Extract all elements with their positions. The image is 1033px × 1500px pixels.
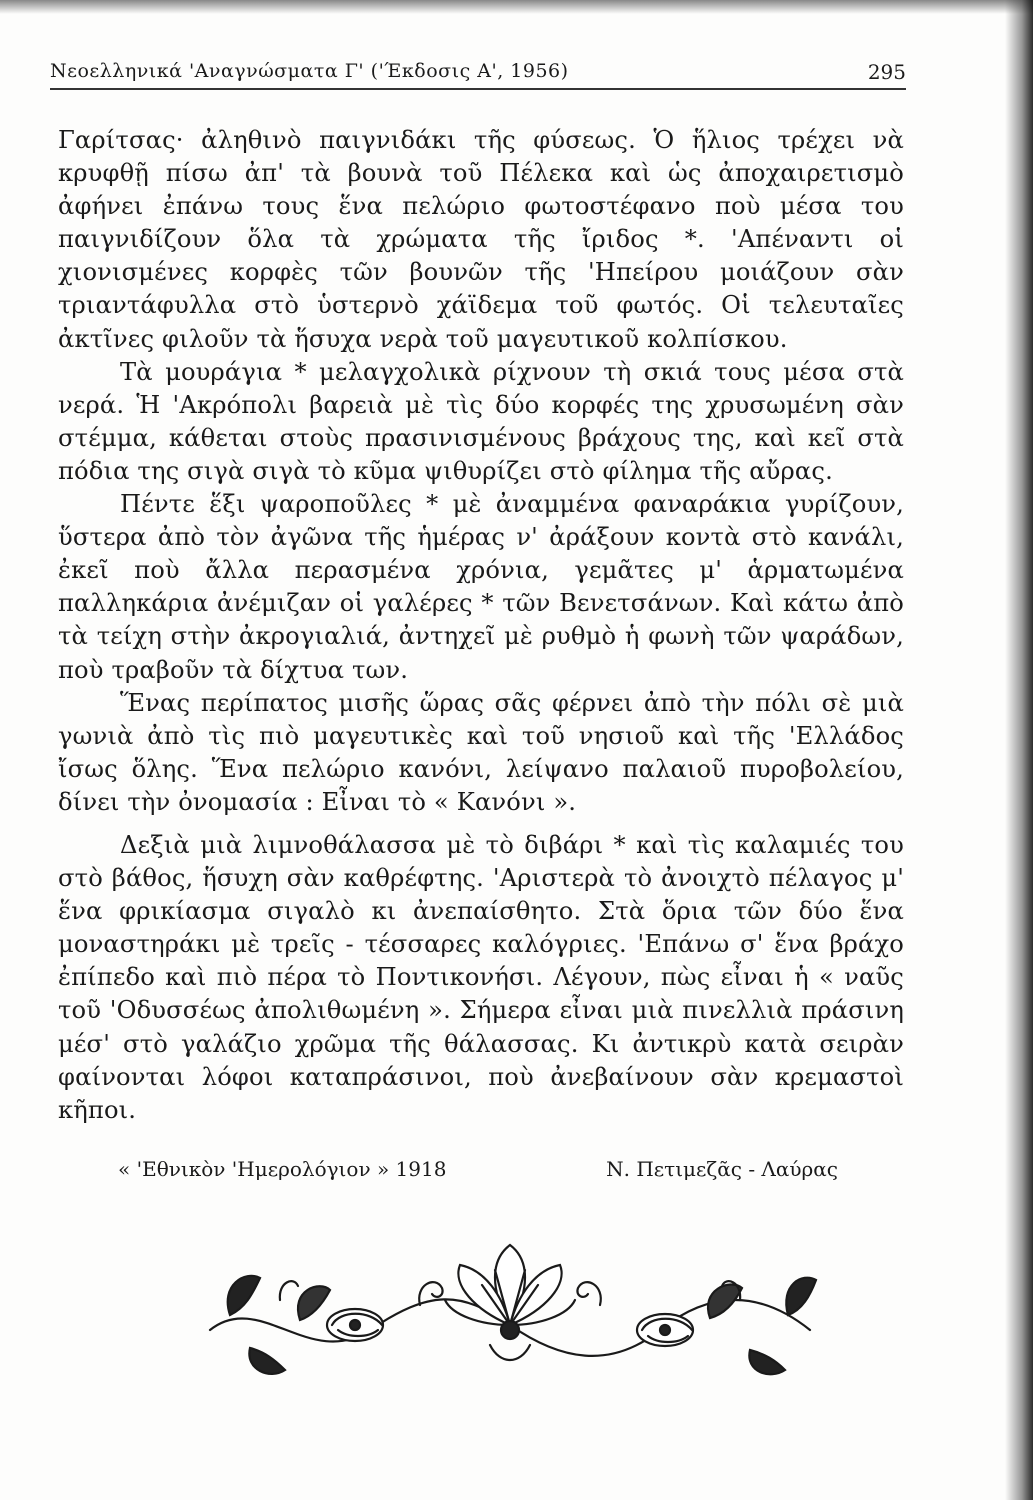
source-citation: « 'Εθνικὸν 'Ημερολόγιον » 1918 (118, 1157, 447, 1181)
body-text (58, 124, 904, 1127)
paragraph: Δεξιὰ μιὰ λιμνοθάλασσα μὲ τὸ διβάρι * καὶ τὶς καλαμιές του στὸ βάθος, ἥσυχη σὰν καθρέφτης. 'Αριστερὰ τὸ ἀνοιχτὸ πέλαγος μ' ἕνα φρικίασμα σιγαλὸ κι ἀνεπαίσθητο. Στὰ ὅρια τῶν δύο ἕνα μοναστηράκι μὲ τρεῖς - τέσσαρες καλόγριες. 'Επάνω σ' ἕνα βράχο ἐπίπεδο καὶ πιὸ πέρα τὸ Ποντικονήσι. Λέγουν, πὼς εἶναι ἡ « ναῦς τοῦ 'Οδυσσέως ἀπολιθωμένη ». Σήμερα εἶναι μιὰ πινελλιὰ πράσινη μέσ' στὸ γαλάζιο χρῶμα τῆς θάλασσας. Κι ἀντικρὺ κατὰ σειρὰν φαίνονται λόφοι καταπράσινοι, ποὺ ἀνεβαίνουν σὰν κρεμαστοὶ κῆποι. (58, 830, 904, 1124)
page-number: 295 (867, 60, 906, 84)
floral-ornament-icon (190, 1230, 830, 1390)
scan-edge-shadow (1005, 0, 1033, 1500)
author-name: Ν. Πετιμεζᾶς - Λαύρας (606, 1157, 838, 1181)
source-line (118, 1153, 838, 1189)
paragraph: Γαρίτσας· ἀληθινὸ παιγνιδάκι τῆς φύσεως. Ὁ ἥλιος τρέχει νὰ κρυφθῇ πίσω ἀπ' τὰ βουνὰ τοῦ Πέλεκα καὶ ὡς ἀποχαιρετισμὸ ἀφήνει ἐπάνω τους ἕνα πελώριο φωτοστέφανο ποὺ μέσα του παιγνιδίζουν ὅλα τὰ χρώματα τῆς ἴριδος *. 'Απέναντι οἱ χιονισμένες κορφὲς τῶν βουνῶν τῆς 'Ηπείρου μοιάζουν σὰν τριαντάφυλλα στὸ ὑστερνὸ χάϊδεμα τοῦ φωτός. Οἱ τελευταῖες ἀκτῖνες φιλοῦν τὰ ἥσυχα νερὰ τοῦ μαγευτικοῦ κολπίσκου. (58, 126, 904, 353)
paragraph: Ἕνας περίπατος μισῆς ὥρας σᾶς φέρνει ἀπὸ τὴν πόλι σὲ μιὰ γωνιὰ ἀπὸ τὶς πιὸ μαγευτικὲς καὶ τοῦ νησιοῦ καὶ τῆς 'Ελλάδος ἴσως ὅλης. Ἕνα πελώριο κανόνι, λείψανο παλαιοῦ πυροβολείου, δίνει τὴν ὀνομασία : Εἶναι τὸ « Κανόνι ». (58, 688, 904, 816)
header-rule (50, 88, 906, 90)
running-head: Νεοελληνικά 'Αναγνώσματα Γ' ('Έκδοσις Α', 1956) (50, 60, 569, 82)
page-header (50, 58, 906, 88)
paragraph: Πέντε ἕξι ψαροποῦλες * μὲ ἀναμμένα φαναράκια γυρίζουν, ὕστερα ἀπὸ τὸν ἀγῶνα τῆς ἡμέρας ν' ἀράξουν κοντὰ στὸ κανάλι, ἐκεῖ ποὺ ἄλλα περασμένα χρόνια, γεμᾶτες μ' ἁρματωμένα παλληκάρια ἀνέμιζαν οἱ γαλέρες * τῶν Βενετσάνων. Καὶ κάτω ἀπὸ τὰ τείχη στὴν ἀκρογιαλιά, ἀντηχεῖ μὲ ρυθμὸ ἡ φωνὴ τῶν ψαράδων, ποὺ τραβοῦν τὰ δίχτυα των. (58, 490, 904, 684)
paragraph: Τὰ μουράγια * μελαγχολικὰ ρίχνουν τὴ σκιά τους μέσα στὰ νερά. Ἡ 'Ακρόπολι βαρειὰ μὲ τὶς δύο κορφές της χρυσωμένη σὰν στέμμα, κάθεται στοὺς πρασινισμένους βράχους της, καὶ κεῖ στὰ πόδια της σιγὰ σιγὰ τὸ κῦμα ψιθυρίζει στὸ φίλημα τῆς αὔρας. (58, 357, 904, 485)
scan-top-shadow (0, 0, 1033, 14)
